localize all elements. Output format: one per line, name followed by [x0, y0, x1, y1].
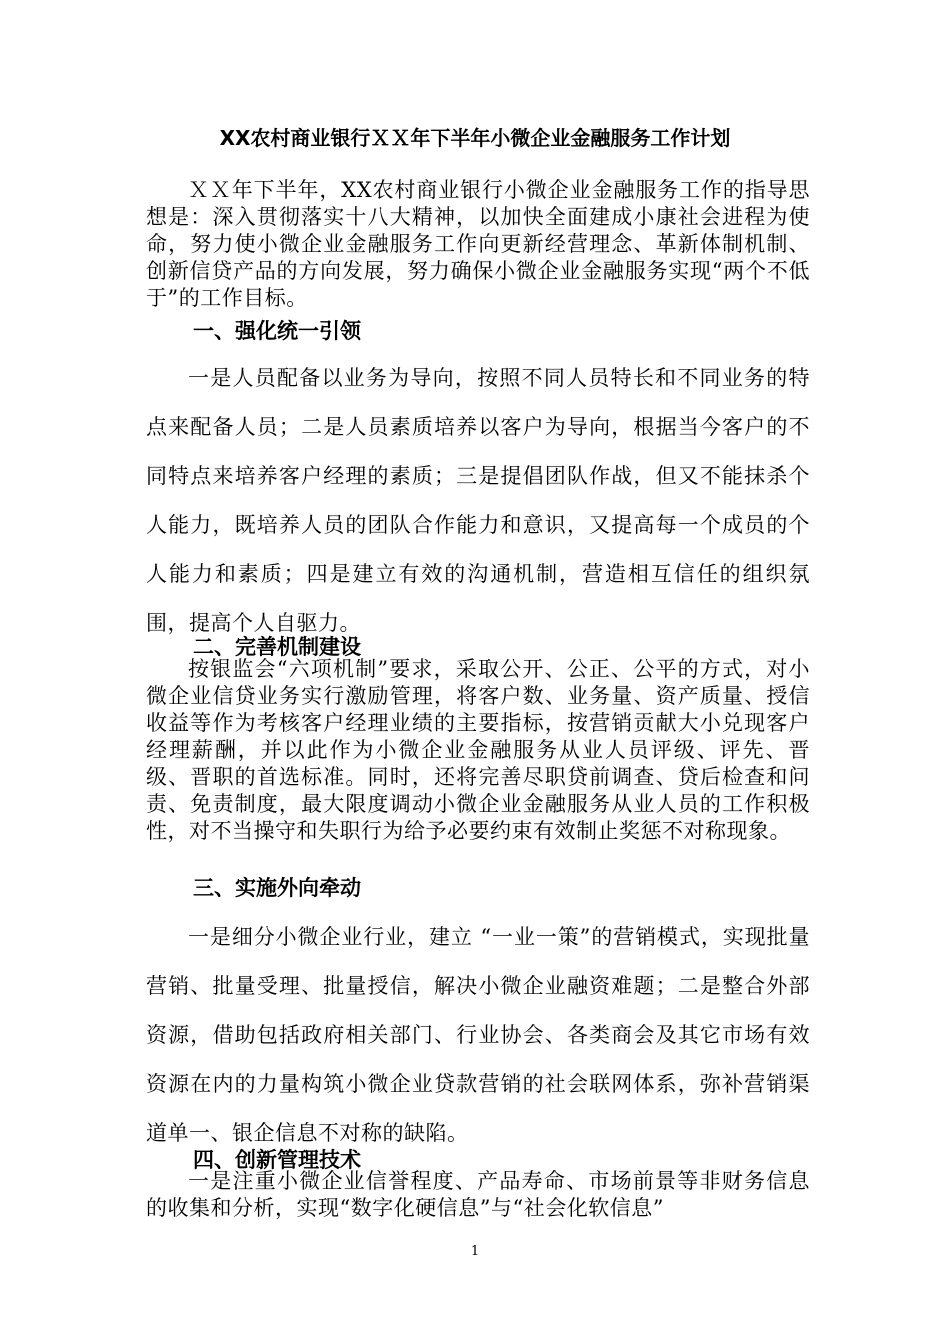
section-1-body: 一是人员配备以业务为导向，按照不同人员特长和不同业务的特点来配备人员；二是人员素质培养以客户为导向，根据当今客户的不同特点来培养客户经理的素质；三是提倡团队作战，但又不能抹杀个人能力，既培养人员的团队合作能力和意识，又提高每一个成员的个人能力和素质；四是建立有效的沟通机制，营造相互信任的组织氛围，提高个人自驱力。	[146, 366, 810, 635]
section-3-heading: 三、实施外向牵动	[193, 876, 361, 900]
document-title: XX农村商业银行ＸＸ年下半年小微企业金融服务工作计划	[219, 126, 731, 150]
section-4-body: 一是注重小微企业信誉程度、产品寿命、市场前景等非财务信息的收集和分析，实现“数字化硬信息”与“社会化软信息”	[146, 1169, 810, 1220]
section-4-heading: 四、创新管理技术	[193, 1148, 361, 1172]
page-number: 1	[470, 1244, 480, 1259]
section-2-body: 按银监会“六项机制”要求，采取公开、公正、公平的方式，对小微企业信贷业务实行激励管理，将客户数、业务量、资产质量、授信收益等作为考核客户经理业绩的主要指标，按营销贡献大小兑现客户经理薪酬，并以此作为小微企业金融服务从业人员评级、评先、晋级、晋职的首选标准。同时，还将完善尽职贷前调查、贷后检查和问责、免责制度，最大限度调动小微企业金融服务从业人员的工作积极性，对不当操守和失职行为给予必要约束有效制止奖惩不对称现象。	[146, 657, 810, 843]
intro-paragraph: ＸＸ年下半年，XX农村商业银行小微企业金融服务工作的指导思想是：深入贯彻落实十八大精神，以加快全面建成小康社会进程为使命，努力使小微企业金融服务工作向更新经营理念、革新体制机制、创新信贷产品的方向发展，努力确保小微企业金融服务实现“两个不低于”的工作目标。	[146, 178, 810, 310]
section-2-heading: 二、完善机制建设	[193, 635, 361, 659]
section-1-heading: 一、强化统一引领	[193, 319, 361, 343]
section-3-body: 一是细分小微企业行业，建立 “一业一策”的营销模式，实现批量营销、批量受理、批量授信，解决小微企业融资难题；二是整合外部资源，借助包括政府相关部门、行业协会、各类商会及其它市场有效资源在内的力量构筑小微企业贷款营销的社会联网体系，弥补营销渠道单一、银企信息不对称的缺陷。	[146, 925, 810, 1145]
